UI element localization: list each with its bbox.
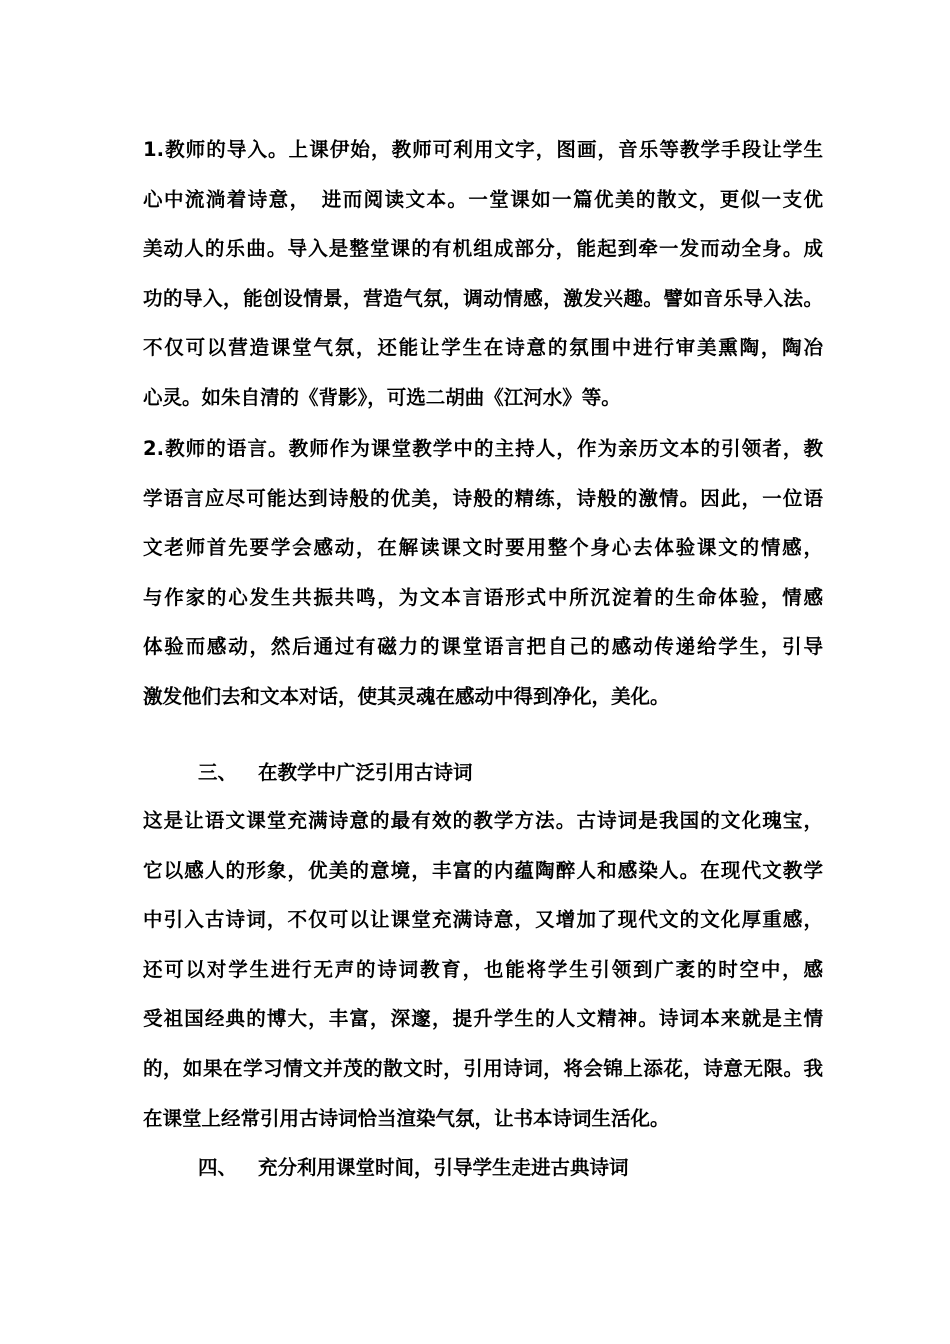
section-title: 在教学中广泛引用古诗词 — [258, 761, 473, 784]
paragraph-line: 的，如果在学习情文并茂的散文时，引用诗词，将会锦上添花，诗意无限。我 — [143, 1056, 823, 1080]
paragraph-line: 1.教师的导入。上课伊始，教师可利用文字，图画，音乐等教学手段让学生 — [143, 138, 823, 161]
section-number: 三、 — [198, 761, 238, 784]
paragraph-line: 心中流淌着诗意， 进而阅读文本。一堂课如一篇优美的散文，更似一支优 — [143, 187, 823, 211]
paragraph-line: 还可以对学生进行无声的诗词教育，也能将学生引领到广袤的时空中，感 — [143, 957, 823, 981]
paragraph-teacher-introduction — [143, 125, 823, 423]
paragraph-line: 不仅可以营造课堂气氛，还能让学生在诗意的氛围中进行审美熏陶，陶冶 — [143, 336, 823, 360]
paragraph-line: 文老师首先要学会感动，在解读课文时要用整个身心去体验课文的情感， — [143, 536, 823, 560]
paragraph-ancient-poetry — [143, 796, 823, 1143]
section-title: 充分利用课堂时间，引导学生走进古典诗词 — [258, 1156, 629, 1179]
paragraph-line: 2.教师的语言。教师作为课堂教学中的主持人，作为亲历文本的引领者，教 — [143, 437, 823, 460]
paragraph-line: 体验而感动，然后通过有磁力的课堂语言把自己的感动传递给学生，引导 — [143, 635, 823, 659]
section-heading-four — [198, 1148, 629, 1188]
paragraph-line: 学语言应尽可能达到诗般的优美，诗般的精练，诗般的激情。因此，一位语 — [143, 486, 823, 510]
section-number: 四、 — [198, 1156, 238, 1179]
paragraph-line: 在课堂上经常引用古诗词恰当渲染气氛，让书本诗词生活化。 — [143, 1106, 670, 1130]
paragraph-teacher-language — [143, 424, 823, 722]
paragraph-line: 与作家的心发生共振共鸣，为文本言语形式中所沉淀着的生命体验，情感 — [143, 585, 823, 609]
paragraph-line: 它以感人的形象，优美的意境，丰富的内蕴陶醉人和感染人。在现代文教学 — [143, 858, 823, 882]
paragraph-line: 这是让语文课堂充满诗意的最有效的教学方法。古诗词是我国的文化瑰宝， — [143, 809, 823, 832]
paragraph-line: 中引入古诗词，不仅可以让课堂充满诗意，又增加了现代文的文化厚重感， — [143, 908, 823, 932]
paragraph-line: 美动人的乐曲。导入是整堂课的有机组成部分，能起到牵一发而动全身。成 — [143, 237, 823, 261]
paragraph-line: 功的导入，能创设情景，营造气氛，调动情感，激发兴趣。譬如音乐导入法。 — [143, 286, 823, 310]
paragraph-line: 受祖国经典的博大，丰富，深邃，提升学生的人文精神。诗词本来就是主情 — [143, 1007, 823, 1031]
paragraph-line: 心灵。如朱自清的《背影》，可选二胡曲《江河水》等。 — [143, 385, 621, 409]
paragraph-line: 激发他们去和文本对话，使其灵魂在感动中得到净化，美化。 — [143, 684, 670, 708]
section-heading-three — [198, 753, 473, 793]
